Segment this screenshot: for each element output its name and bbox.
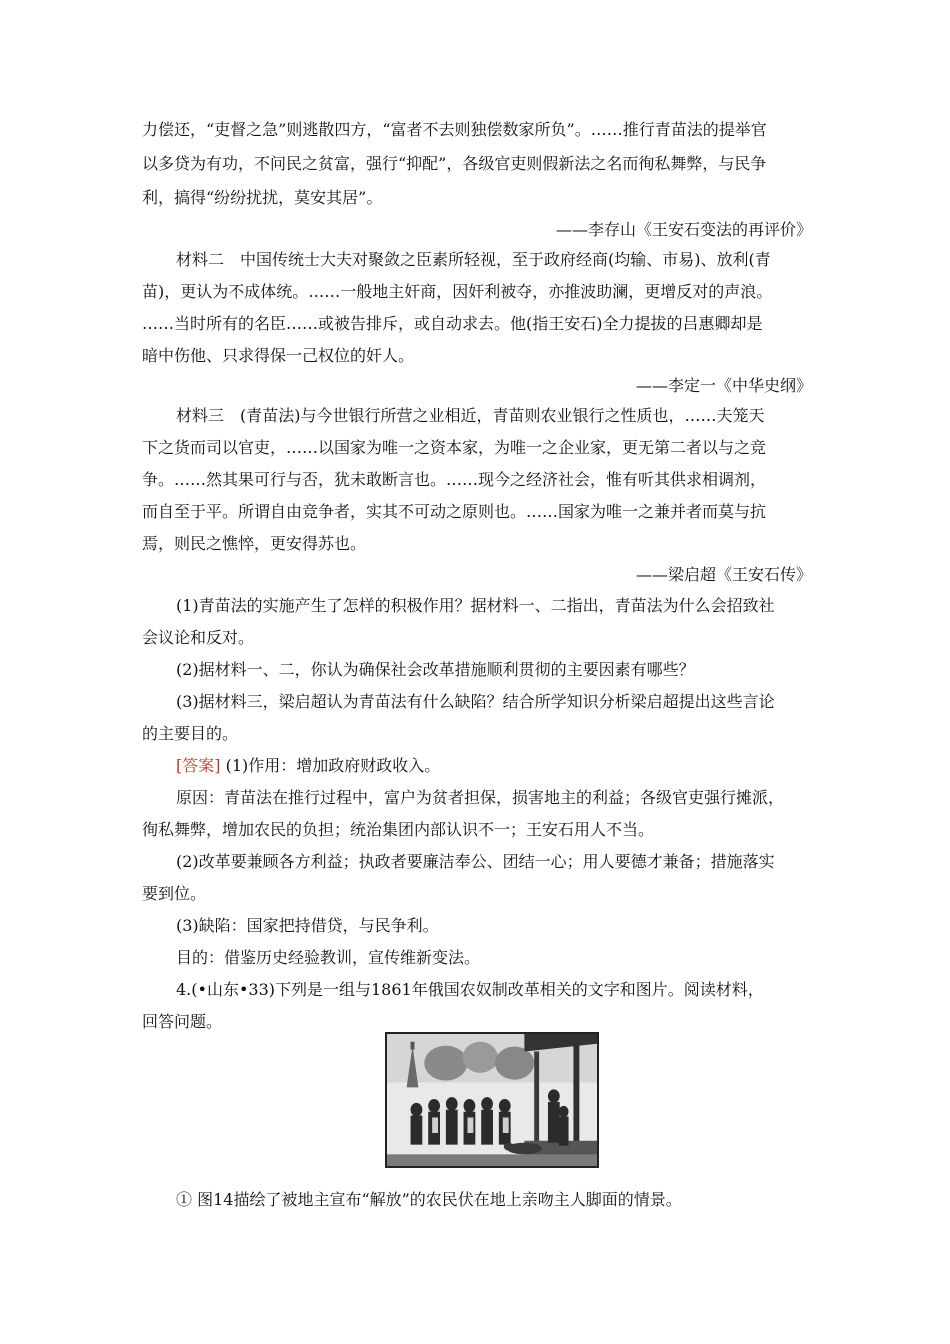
answer-reason-line-2: 徇私舞弊，增加农民的负担；统治集团内部认识不一；王安石用人不当。 bbox=[142, 820, 655, 839]
answer-first-text: (1)作用：增加政府财政收入。 bbox=[225, 756, 441, 775]
answer-line-1 bbox=[176, 756, 440, 776]
question-3-line-1: (3)据材料三，梁启超认为青苗法有什么缺陷？结合所学知识分析梁启超提出这些言论 bbox=[176, 692, 775, 711]
figure-caption: ① 图14描绘了被地主宣布“解放”的农民伏在地上亲吻主人脚面的情景。 bbox=[176, 1190, 682, 1209]
answer-2-line-1: (2)改革要兼顾各方利益；执政者要廉洁奉公、团结一心；用人要德才兼备；措施落实 bbox=[176, 852, 775, 871]
material2-line-1: 材料二 中国传统士大夫对聚敛之臣素所轻视，至于政府经商(均输、市易)、放利(青 bbox=[176, 250, 771, 269]
answer-purpose: 目的：借鉴历史经验教训，宣传维新变法。 bbox=[176, 948, 481, 967]
source-1: ——李存山《王安石变法的再评价》 bbox=[555, 220, 812, 239]
material1-line-1: 力偿还，“吏督之急”则逃散四方，“富者不去则独偿数家所负”。……推行青苗法的提举官 bbox=[142, 120, 767, 139]
material1-line-3: 利，搞得“纷纷扰扰，莫安其居”。 bbox=[142, 188, 383, 207]
material3-line-5: 焉，则民之憔悴，更安得苏也。 bbox=[142, 534, 367, 553]
material3-line-3: 争。……然其果可行与否，犹未敢断言也。……现今之经济社会，惟有听其供求相调剂， bbox=[142, 470, 767, 489]
answer-tag: [答案] bbox=[176, 756, 221, 775]
material3-line-1: 材料三 (青苗法)与今世银行所营之业相近，青苗则农业银行之性质也，……夫笼天 bbox=[176, 406, 765, 425]
source-3: ——梁启超《王安石传》 bbox=[635, 565, 812, 584]
question-1-line-1: (1)青苗法的实施产生了怎样的积极作用？据材料一、二指出，青苗法为什么会招致社 bbox=[176, 596, 775, 615]
material3-line-4: 而自至于平。所谓自由竞争者，实其不可动之原则也。……国家为唯一之兼并者而莫与抗 bbox=[142, 502, 767, 521]
question-2: (2)据材料一、二，你认为确保社会改革措施顺利贯彻的主要因素有哪些？ bbox=[176, 660, 695, 679]
question-3-line-2: 的主要目的。 bbox=[142, 724, 239, 743]
material2-line-4: 暗中伤他、只求得保一己权位的奸人。 bbox=[142, 346, 415, 365]
question-4-line-2: 回答问题。 bbox=[142, 1012, 223, 1031]
material3-line-2: 下之货而司以官吏，……以国家为唯一之资本家，为唯一之企业家，更无第二者以与之竞 bbox=[142, 438, 767, 457]
answer-2-line-2: 要到位。 bbox=[142, 884, 207, 903]
engraving-illustration bbox=[387, 1034, 597, 1166]
answer-3: (3)缺陷：国家把持借贷，与民争利。 bbox=[176, 916, 439, 935]
source-2: ——李定一《中华史纲》 bbox=[635, 376, 812, 395]
question-4-line-1: 4.(•山东•33)下列是一组与1861年俄国农奴制改革相关的文字和图片。阅读材料， bbox=[176, 980, 764, 999]
material2-line-3: ……当时所有的名臣……或被告排斥，或自动求去。他(指王安石)全力提拔的吕惠卿却是 bbox=[142, 314, 763, 333]
question-1-line-2: 会议论和反对。 bbox=[142, 628, 255, 647]
material2-line-2: 苗)，更认为不成体统。……一般地主奸商，因奸利被夺，亦推波助澜，更增反对的声浪。 bbox=[142, 282, 773, 301]
engraving-figure bbox=[385, 1032, 599, 1168]
answer-reason-line-1: 原因：青苗法在推行过程中，富户为贫者担保，损害地主的利益；各级官吏强行摊派， bbox=[176, 788, 785, 807]
material1-line-2: 以多贷为有功，不问民之贫富，强行“抑配”，各级官吏则假新法之名而徇私舞弊，与民争 bbox=[142, 154, 767, 173]
